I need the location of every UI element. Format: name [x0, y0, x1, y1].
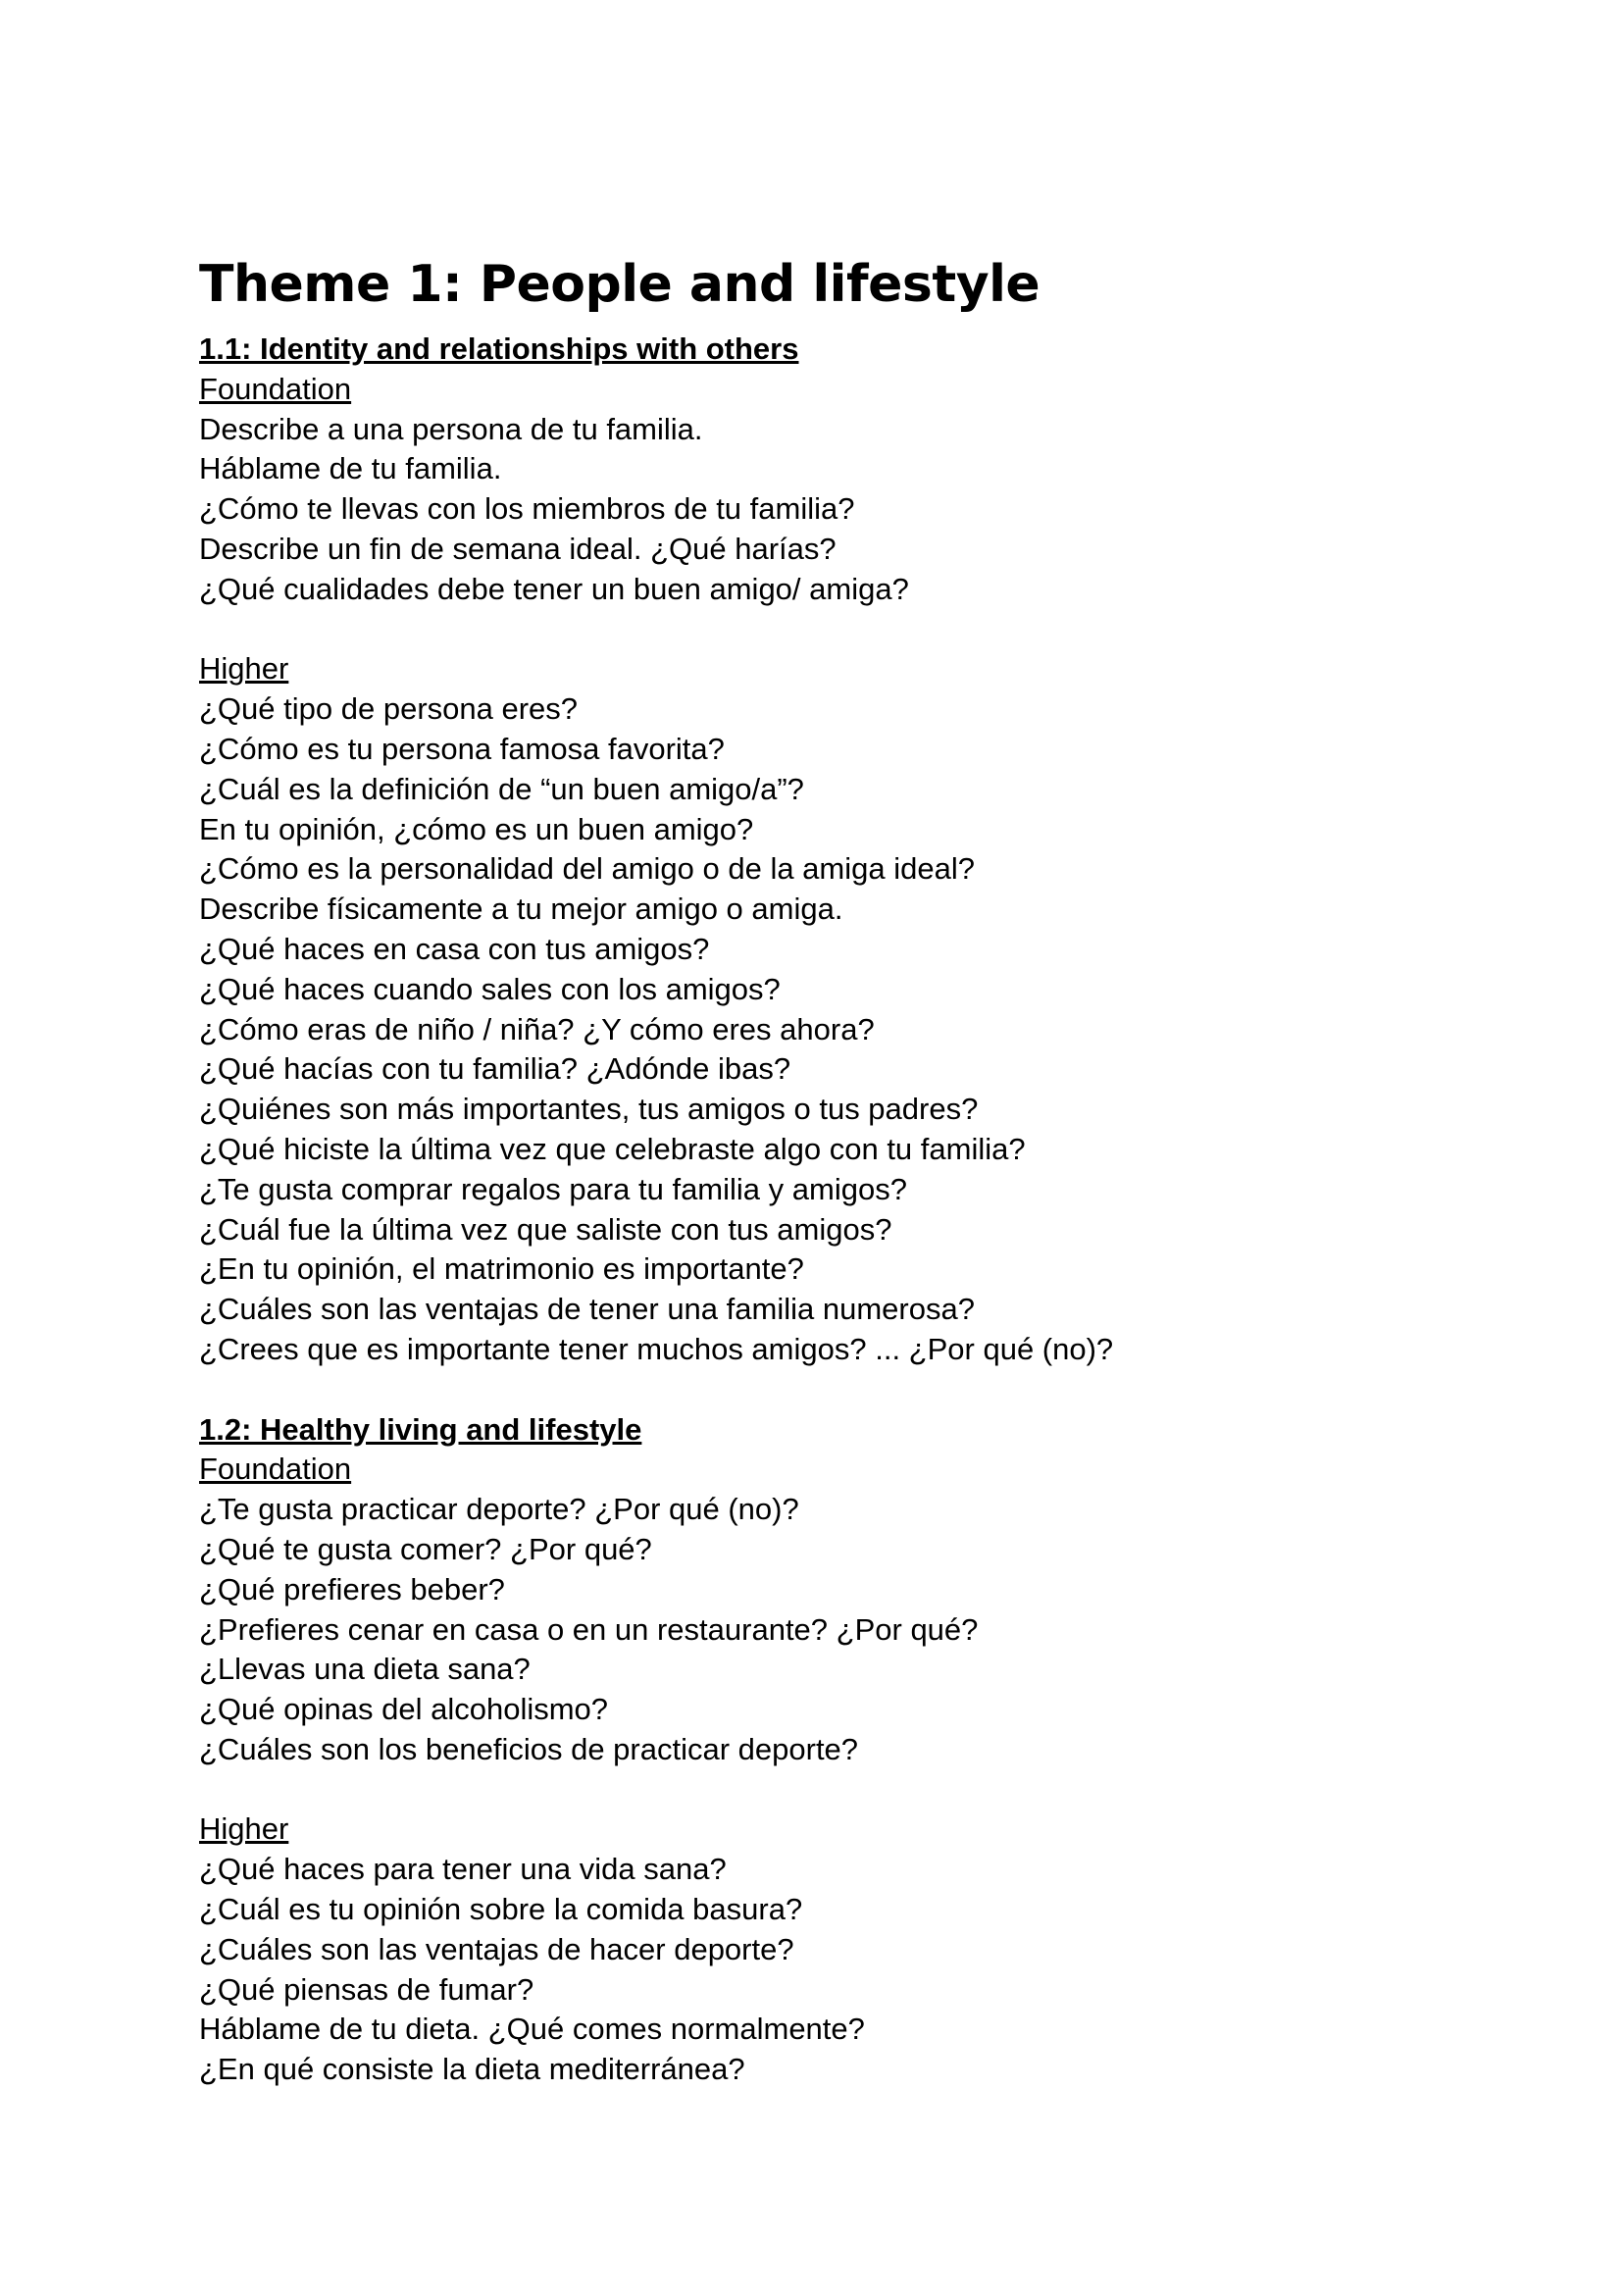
foundation-question: Describe un fin de semana ideal. ¿Qué harías? [199, 531, 837, 566]
foundation-question: ¿Qué prefieres beber? [199, 1571, 505, 1606]
foundation-question: ¿Qué opinas del alcoholismo? [199, 1692, 609, 1727]
higher-question: ¿Te gusta comprar regalos para tu familia y amigos? [199, 1171, 907, 1206]
spacer [199, 1370, 1474, 1410]
foundation-question: ¿Llevas una dieta sana? [199, 1652, 531, 1687]
higher-question: ¿Qué haces para tener una vida sana? [199, 1852, 727, 1887]
higher-question: Describe físicamente a tu mejor amigo o amiga. [199, 892, 843, 927]
higher-question: ¿Qué haces en casa con tus amigos? [199, 931, 710, 966]
section-heading: 1.2: Healthy living and lifestyle [199, 1411, 642, 1447]
foundation-question: ¿Cómo te llevas con los miembros de tu familia? [199, 491, 855, 527]
section-heading: 1.1: Identity and relationships with others [199, 331, 799, 366]
foundation-question: Háblame de tu familia. [199, 451, 502, 486]
higher-question: ¿Cómo es tu persona famosa favorita? [199, 731, 725, 766]
higher-question: ¿Qué hacías con tu familia? ¿Adónde ibas? [199, 1051, 791, 1087]
higher-question: En tu opinión, ¿cómo es un buen amigo? [199, 811, 754, 846]
higher-question: Háblame de tu dieta. ¿Qué comes normalmente? [199, 2012, 865, 2047]
higher-label: Higher [199, 1811, 289, 1847]
document-page [199, 247, 1474, 2090]
foundation-question: ¿Qué cualidades debe tener un buen amigo/ amiga? [199, 571, 909, 606]
foundation-question: ¿Qué te gusta comer? ¿Por qué? [199, 1531, 652, 1566]
higher-label: Higher [199, 651, 289, 687]
document-body [199, 330, 1474, 2090]
page-title: Theme 1: People and lifestyle [199, 255, 1040, 314]
higher-question: ¿Cuál es tu opinión sobre la comida basura? [199, 1892, 803, 1927]
higher-question: ¿Qué hiciste la última vez que celebraste algo con tu familia? [199, 1131, 1026, 1166]
higher-question: ¿Cuáles son las ventajas de hacer deporte? [199, 1931, 794, 1966]
higher-question: ¿Quiénes son más importantes, tus amigos o tus padres? [199, 1092, 979, 1127]
higher-question: ¿En tu opinión, el matrimonio es importante? [199, 1251, 804, 1287]
higher-question: ¿En qué consiste la dieta mediterránea? [199, 2052, 745, 2087]
higher-question: ¿Cuál fue la última vez que saliste con tus amigos? [199, 1211, 892, 1247]
foundation-question: Describe a una persona de tu familia. [199, 411, 703, 446]
higher-question: ¿Cómo eras de niño / niña? ¿Y cómo eres ahora? [199, 1011, 875, 1046]
spacer [199, 610, 1474, 650]
spacer [199, 1770, 1474, 1810]
foundation-question: ¿Prefieres cenar en casa o en un restaurante? ¿Por qué? [199, 1611, 979, 1647]
higher-question: ¿Qué piensas de fumar? [199, 1971, 534, 2007]
foundation-label: Foundation [199, 371, 352, 406]
higher-question: ¿Cuáles son las ventajas de tener una familia numerosa? [199, 1292, 975, 1327]
foundation-label: Foundation [199, 1452, 352, 1487]
foundation-question: ¿Te gusta practicar deporte? ¿Por qué (no)? [199, 1492, 799, 1527]
higher-question: ¿Cómo es la personalidad del amigo o de la amiga ideal? [199, 851, 975, 887]
higher-question: ¿Crees que es importante tener muchos amigos? ... ¿Por qué (no)? [199, 1331, 1114, 1366]
higher-question: ¿Qué haces cuando sales con los amigos? [199, 971, 781, 1006]
foundation-question: ¿Cuáles son los beneficios de practicar deporte? [199, 1731, 859, 1766]
higher-question: ¿Cuál es la definición de “un buen amigo/a”? [199, 771, 804, 806]
higher-question: ¿Qué tipo de persona eres? [199, 691, 579, 727]
